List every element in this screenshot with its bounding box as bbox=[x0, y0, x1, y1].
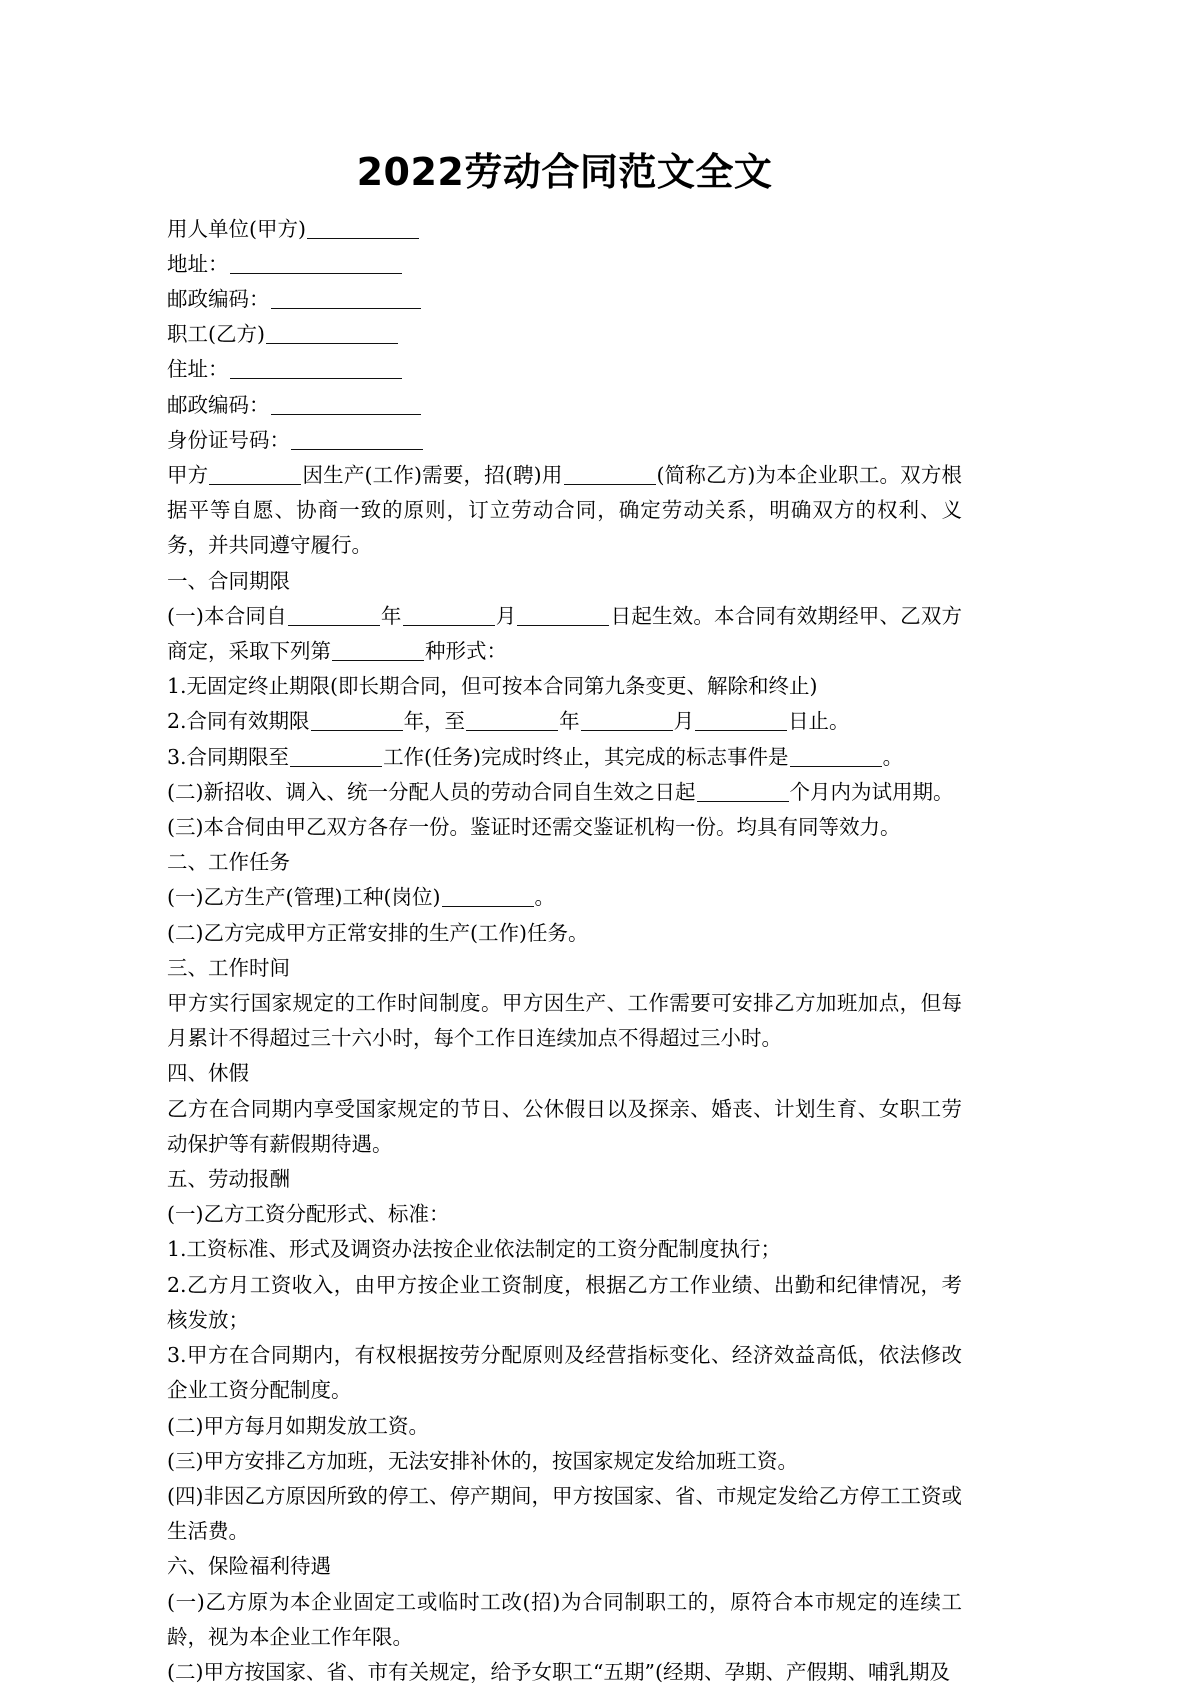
section-6-item-1: (一)乙方原为本企业固定工或临时工改(招)为合同制职工的，原符合本市规定的连续工龄，视为本企业工作年限。 bbox=[167, 1589, 962, 1649]
field-employer-label: 用人单位(甲方) bbox=[167, 216, 306, 241]
s1i1-blank-form[interactable] bbox=[332, 641, 424, 661]
s1i3-e: 日止。 bbox=[788, 709, 850, 734]
section-heading-4: 四、休假 bbox=[167, 1061, 249, 1086]
section-1-item-6: (三)本合伺由甲乙双方各存一份。鉴证时还需交鉴证机构一份。均具有同等效力。 bbox=[167, 815, 901, 840]
document-body bbox=[167, 212, 962, 1683]
section-5-item-6: (三)甲方安排乙方加班，无法安排补休的，按国家规定发给加班工资。 bbox=[167, 1448, 798, 1473]
s1i1-d: 日起生效。本合同有效期经甲、乙双方商定，采取下列第 bbox=[167, 603, 963, 664]
field-employee-postcode-label: 邮政编码： bbox=[167, 392, 270, 417]
field-employer bbox=[167, 212, 962, 247]
s1i1-blank-day[interactable] bbox=[517, 606, 609, 626]
field-employee-label: 职工(乙方) bbox=[167, 322, 265, 347]
s1i3-blank-2[interactable] bbox=[466, 711, 558, 731]
section-5-item-5: (二)甲方每月如期发放工资。 bbox=[167, 1413, 429, 1438]
s2i1-blank-position[interactable] bbox=[442, 887, 534, 907]
preamble-paragraph bbox=[167, 458, 962, 564]
section-4-item-1: 乙方在合同期内享受国家规定的节日、公休假日以及探亲、婚丧、计划生育、女职工劳动保护等有薪假期待遇。 bbox=[167, 1096, 962, 1156]
field-employer-postcode-blank[interactable] bbox=[271, 289, 421, 309]
section-heading-5: 五、劳动报酬 bbox=[167, 1167, 290, 1192]
field-employee-postcode bbox=[167, 388, 962, 423]
preamble-part-c: (简称乙方)为本企业职工。双方根据平等自愿、协商一致的原则，订立劳动合同，确定劳动关系，明确双方的权利、义务，并共同遵守履行。 bbox=[167, 463, 963, 558]
section-heading-3: 三、工作时间 bbox=[167, 955, 290, 980]
section-2-item-1 bbox=[167, 880, 962, 915]
s1i5-blank-months[interactable] bbox=[697, 782, 789, 802]
field-employer-blank[interactable] bbox=[307, 219, 419, 239]
s1i4-c: 。 bbox=[882, 744, 904, 769]
field-id-number-label: 身份证号码： bbox=[167, 427, 290, 452]
s1i3-c: 年 bbox=[559, 709, 580, 734]
s1i3-a: 2.合同有效期限 bbox=[167, 709, 310, 734]
field-employer-address bbox=[167, 247, 962, 282]
preamble-blank-employer[interactable] bbox=[209, 465, 301, 485]
s1i3-d: 月 bbox=[673, 709, 695, 734]
section-5-item-7: (四)非因乙方原因所致的停工、停产期间，甲方按国家、省、市规定发给乙方停工工资或生活费。 bbox=[167, 1483, 962, 1544]
s1i1-c: 月 bbox=[495, 603, 517, 628]
section-heading-2: 二、工作任务 bbox=[167, 850, 290, 875]
section-1-item-1 bbox=[167, 599, 962, 669]
section-1-item-2: 1.无固定终止期限(即长期合同，但可按本合同第九条变更、解除和终止) bbox=[167, 674, 818, 699]
field-employee-postcode-blank[interactable] bbox=[271, 395, 421, 415]
section-6-item-2: (二)甲方按国家、省、市有关规定，给予女职工“五期”(经期、孕期、产假期、哺乳期及 bbox=[167, 1659, 950, 1683]
page-title: 2022劳动合同范文全文 bbox=[356, 150, 773, 194]
field-employee-address-blank[interactable] bbox=[230, 359, 402, 379]
s1i5-b: 个月内为试用期。 bbox=[789, 779, 954, 804]
s2i1-b: 。 bbox=[534, 885, 555, 910]
field-employer-postcode bbox=[167, 282, 962, 317]
s2i1-a: (一)乙方生产(管理)工种(岗位) bbox=[167, 885, 441, 910]
section-5-item-4: 3.甲方在合同期内，有权根据按劳分配原则及经营指标变化、经济效益高低，依法修改企业工资分配制度。 bbox=[167, 1343, 962, 1403]
section-5-item-3: 2.乙方月工资收入，由甲方按企业工资制度，根据乙方工作业绩、出勤和纪律情况，考核发放； bbox=[167, 1272, 962, 1332]
s1i1-a: (一)本合同自 bbox=[167, 603, 287, 628]
preamble-blank-employee[interactable] bbox=[564, 465, 656, 485]
s1i4-blank-2[interactable] bbox=[790, 747, 882, 767]
field-employer-address-blank[interactable] bbox=[230, 254, 402, 274]
s1i4-blank-1[interactable] bbox=[290, 747, 382, 767]
section-5-item-2: 1.工资标准、形式及调资办法按企业依法制定的工资分配制度执行； bbox=[167, 1237, 782, 1262]
s1i5-a: (二)新招收、调入、统一分配人员的劳动合同自生效之日起 bbox=[167, 779, 696, 804]
preamble-part-b: 因生产(工作)需要，招(聘)用 bbox=[302, 463, 563, 488]
field-employee-address-label: 住址： bbox=[167, 357, 229, 382]
s1i3-b: 年，至 bbox=[403, 709, 466, 734]
s1i4-b: 工作(任务)完成时终止，其完成的标志事件是 bbox=[383, 744, 789, 769]
s1i3-blank-4[interactable] bbox=[695, 711, 787, 731]
section-2-item-2: (二)乙方完成甲方正常安排的生产(工作)任务。 bbox=[167, 920, 589, 945]
section-heading-1: 一、合同期限 bbox=[167, 568, 290, 593]
section-1-item-4 bbox=[167, 740, 962, 775]
section-1-item-3 bbox=[167, 704, 962, 739]
s1i3-blank-1[interactable] bbox=[311, 711, 403, 731]
field-employee bbox=[167, 317, 962, 352]
field-employer-address-label: 地址： bbox=[167, 251, 229, 276]
s1i1-blank-month[interactable] bbox=[403, 606, 495, 626]
s1i4-a: 3.合同期限至 bbox=[167, 744, 290, 769]
section-3-item-1: 甲方实行国家规定的工作时间制度。甲方因生产、工作需要可安排乙方加班加点，但每月累计不得超过三十六小时，每个工作日连续加点不得超过三小时。 bbox=[167, 991, 962, 1051]
field-id-number bbox=[167, 423, 962, 458]
field-employer-postcode-label: 邮政编码： bbox=[167, 287, 270, 311]
field-id-number-blank[interactable] bbox=[291, 430, 423, 450]
section-5-item-1: (一)乙方工资分配形式、标准： bbox=[167, 1202, 450, 1227]
s1i3-blank-3[interactable] bbox=[581, 711, 673, 731]
field-employee-address bbox=[167, 352, 962, 387]
s1i1-e: 种形式： bbox=[425, 639, 507, 664]
preamble-part-a: 甲方 bbox=[167, 463, 209, 488]
section-1-item-5 bbox=[167, 775, 962, 810]
section-heading-6: 六、保险福利待遇 bbox=[167, 1554, 331, 1579]
s1i1-b: 年 bbox=[380, 603, 402, 628]
document-content bbox=[167, 0, 962, 1683]
field-employee-blank[interactable] bbox=[266, 324, 398, 344]
s1i1-blank-year[interactable] bbox=[288, 606, 380, 626]
